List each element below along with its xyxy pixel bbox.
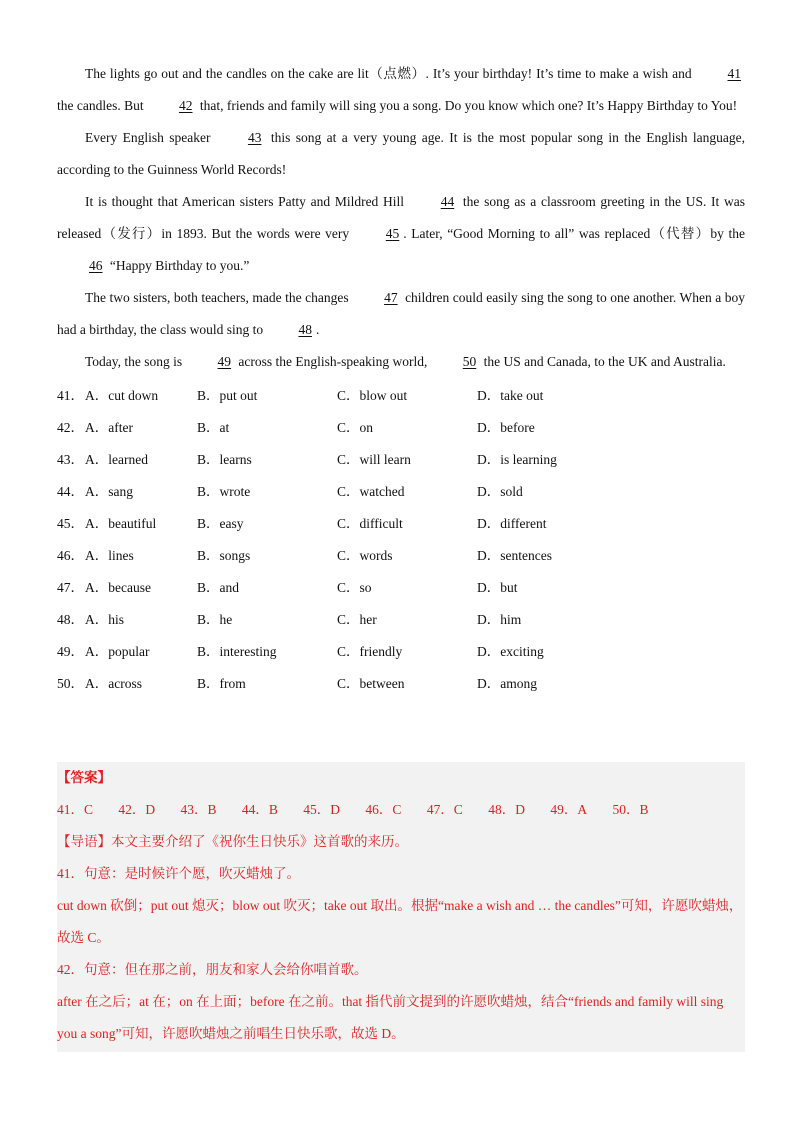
answer-key: 44．B: [241, 802, 278, 817]
q41-meaning: 41．句意：是时候许个愿，吹灭蜡烛了。: [57, 866, 300, 881]
question-number: 49．: [57, 644, 84, 659]
blank-47: 47: [384, 290, 398, 305]
answer-key: 41．C: [57, 802, 94, 817]
answer-key: 46．C: [365, 802, 402, 817]
option-c: C．so: [337, 580, 372, 595]
text: that, friends and family will sing you a song. Do you know which one? It’s Happy Birthday to You!: [196, 98, 738, 113]
question-number: 43．: [57, 452, 84, 467]
paragraph-1: [57, 58, 745, 122]
question-row: [57, 666, 745, 698]
option-c: C．will learn: [337, 452, 411, 467]
blank-42: 42: [178, 98, 193, 113]
blank-48: 48: [298, 322, 312, 337]
option-b: B．he: [197, 612, 233, 627]
option-d: D．take out: [477, 388, 544, 403]
question-number: 42．: [57, 420, 84, 435]
answer-section: [57, 762, 745, 1052]
question-number: 41．: [57, 388, 84, 403]
question-number: 48．: [57, 612, 84, 627]
option-a: A．lines: [85, 548, 134, 563]
option-a: A．popular: [85, 644, 150, 659]
option-c: C．her: [337, 612, 377, 627]
option-a: A．sang: [85, 484, 133, 499]
option-a: A．cut down: [85, 388, 159, 403]
question-row: [57, 442, 745, 474]
question-number: 46．: [57, 548, 84, 563]
option-d: D．before: [477, 420, 535, 435]
question-row: [57, 634, 745, 666]
question-row: [57, 570, 745, 602]
option-c: C．words: [337, 548, 393, 563]
paragraph-4: [57, 282, 745, 346]
text: across the English-speaking world,: [235, 354, 431, 369]
blank-41: 41: [727, 66, 741, 81]
q42-explanation: after 在之后；at 在；on 在上面；before 在之前。that 指代前文提到的许愿吹蜡烛，结合“friends and family will sing you a song”可知，许愿吹蜡烛之前唱生日快乐歌，故选 D。: [57, 994, 724, 1041]
question-number: 45．: [57, 516, 84, 531]
option-b: B．put out: [197, 388, 258, 403]
blank-43: 43: [247, 130, 262, 145]
text: It is thought that American sisters Patty and Mildred Hill: [85, 194, 409, 209]
option-b: B．learns: [197, 452, 252, 467]
text: Every English speaker: [85, 130, 216, 145]
answer-key: 49．A: [550, 802, 588, 817]
text: The two sisters, both teachers, made the changes: [85, 290, 353, 305]
question-number: 47．: [57, 580, 84, 595]
blank-50: 50: [462, 354, 477, 369]
option-a: A．beautiful: [85, 516, 157, 531]
paragraph-2: [57, 122, 745, 186]
blank-45: 45: [385, 226, 400, 241]
blank-49: 49: [217, 354, 232, 369]
text: the candles. But: [57, 98, 147, 113]
blank-44: 44: [440, 194, 455, 209]
question-options: [57, 378, 745, 698]
text: the song as a classroom greeting in the US. It was released（发行）in 1893. But the words were very: [57, 194, 745, 241]
text: The lights go out and the candles on the cake are lit（点燃）. It’s your birthday! It’s time to make a wish and: [85, 66, 692, 81]
option-b: B．interesting: [197, 644, 277, 659]
question-row: [57, 602, 745, 634]
text: this song at a very young age. It is the most popular song in the English language, according to the Guinness World Records!: [57, 130, 745, 177]
text: .: [315, 322, 320, 337]
question-number: 50．: [57, 676, 84, 691]
text: “Happy Birthday to you.”: [106, 258, 250, 273]
option-d: D．different: [477, 516, 547, 531]
passage: [57, 58, 745, 698]
option-b: B．wrote: [197, 484, 251, 499]
option-d: D．sentences: [477, 548, 552, 563]
option-b: B．songs: [197, 548, 251, 563]
option-c: C．friendly: [337, 644, 403, 659]
answer-key: 50．B: [612, 802, 649, 817]
text: . Later, “Good Morning to all” was replaced（代替）by the: [403, 226, 745, 241]
question-row: [57, 378, 745, 410]
option-d: D．among: [477, 676, 537, 691]
question-row: [57, 410, 745, 442]
paragraph-3: [57, 186, 745, 282]
option-d: D．exciting: [477, 644, 544, 659]
answer-heading: 【答案】: [57, 770, 111, 785]
option-d: D．sold: [477, 484, 523, 499]
option-b: B．easy: [197, 516, 244, 531]
answer-key: 42．D: [118, 802, 156, 817]
option-c: C．difficult: [337, 516, 403, 531]
option-c: C．blow out: [337, 388, 408, 403]
option-a: A．because: [85, 580, 151, 595]
question-row: [57, 506, 745, 538]
question-row: [57, 474, 745, 506]
option-d: D．but: [477, 580, 518, 595]
option-b: B．and: [197, 580, 239, 595]
option-d: D．him: [477, 612, 522, 627]
guide-text: 【导语】本文主要介绍了《祝你生日快乐》这首歌的来历。: [57, 834, 408, 849]
blank-46: 46: [89, 258, 103, 273]
option-a: A．after: [85, 420, 133, 435]
question-number: 44．: [57, 484, 84, 499]
answer-key: 45．D: [303, 802, 341, 817]
answer-key-list: [57, 794, 670, 826]
option-b: B．at: [197, 420, 230, 435]
option-b: B．from: [197, 676, 246, 691]
option-a: A．across: [85, 676, 142, 691]
answer-key: 47．C: [426, 802, 463, 817]
text: the US and Canada, to the UK and Australia.: [480, 354, 726, 369]
option-c: C．between: [337, 676, 405, 691]
q42-meaning: 42．句意：但在那之前，朋友和家人会给你唱首歌。: [57, 962, 368, 977]
option-a: A．his: [85, 612, 125, 627]
text: Today, the song is: [85, 354, 186, 369]
option-a: A．learned: [85, 452, 148, 467]
paragraph-5: [57, 346, 745, 378]
question-row: [57, 538, 745, 570]
option-d: D．is learning: [477, 452, 557, 467]
answer-key: 43．B: [180, 802, 217, 817]
text: children could easily sing the song to one another. When a boy had a birthday, the class would sing to: [57, 290, 745, 337]
answer-key: 48．D: [488, 802, 525, 817]
option-c: C．on: [337, 420, 374, 435]
q41-explanation: cut down 砍倒；put out 熄灭；blow out 吹灭；take out 取出。根据“make a wish and … the candles”可知，许愿吹蜡烛，故选 C。: [57, 898, 743, 945]
option-c: C．watched: [337, 484, 405, 499]
